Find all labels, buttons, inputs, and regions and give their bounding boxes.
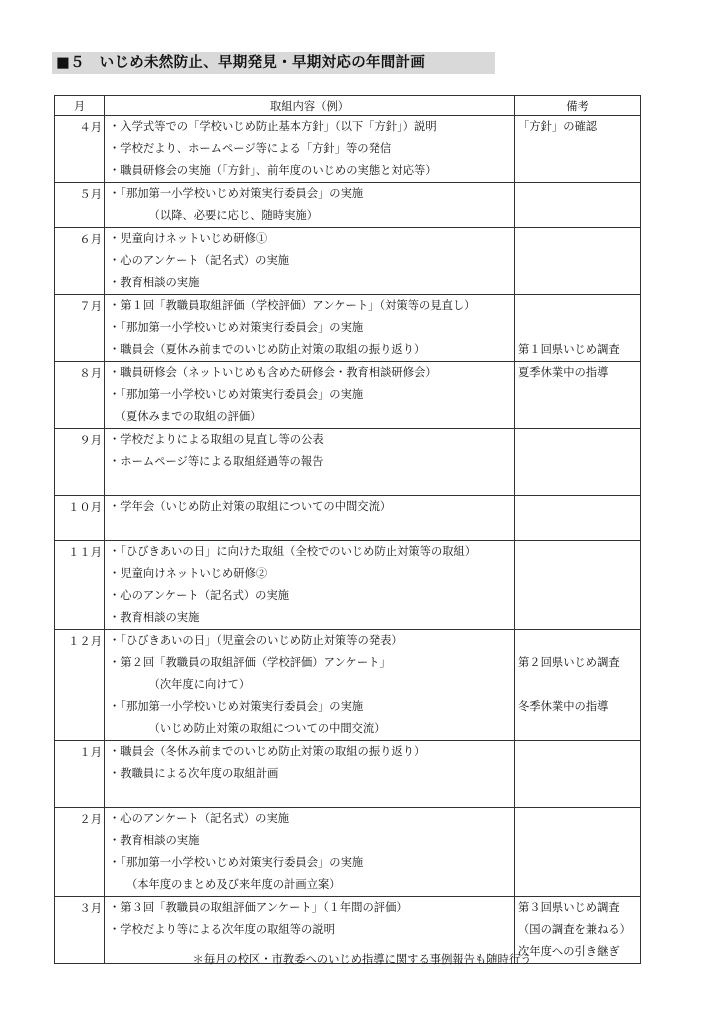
- note-item: （国の調査を兼ねる）: [518, 923, 631, 936]
- table-row: [55, 116, 641, 183]
- activity-item: ・心のアンケート（記名式）の実施: [109, 589, 290, 602]
- month-cell: ５月: [55, 183, 105, 228]
- table-row: [55, 429, 641, 496]
- activity-item: ・第１回「教職員取組評価（学校評価）アンケート」（対策等の見直し）: [109, 299, 476, 312]
- table-row: [55, 741, 641, 808]
- activity-item: ・入学式等での「学校いじめ防止基本方針」（以下「方針」）説明: [109, 120, 437, 133]
- table-row: [55, 295, 641, 362]
- table-row: [55, 228, 641, 295]
- activity-item: ・学校だより等による次年度の取組等の説明: [109, 923, 335, 936]
- month-cell: ７月: [55, 295, 105, 362]
- month-cell: ６月: [55, 228, 105, 295]
- activity-item: （以降、必要に応じ、随時実施）: [109, 209, 318, 222]
- activity-item: ・「那加第一小学校いじめ対策実行委員会」の実施: [109, 388, 364, 401]
- activity-item: （夏休みまでの取組の評価）: [109, 410, 262, 423]
- note-item: 第１回県いじめ調査: [518, 343, 620, 356]
- activities-cell: [105, 429, 515, 496]
- month-cell: ８月: [55, 362, 105, 429]
- activities-cell: [105, 496, 515, 541]
- activity-item: （次年度に向けて）: [109, 678, 251, 691]
- notes-cell: [515, 362, 641, 429]
- section-heading: ■５ いじめ未然防止、早期発見・早期対応の年間計画: [52, 52, 495, 74]
- activity-item: ・教育相談の実施: [109, 834, 200, 847]
- note-item: [515, 630, 640, 652]
- note-item: 冬季休業中の指導: [518, 700, 609, 713]
- activity-item: ・学年会（いじめ防止対策の取組についての中間交流）: [109, 500, 392, 513]
- activity-item: ・「那加第一小学校いじめ対策実行委員会」の実施: [109, 700, 364, 713]
- header-notes: 備考: [515, 96, 641, 116]
- annual-plan-table: [54, 95, 641, 964]
- footnote: ＊毎月の校区・市教委へのいじめ指導に関する事例報告も随時行う: [192, 953, 532, 966]
- table-row: [55, 496, 641, 541]
- row-spacer: [105, 473, 514, 495]
- note-item: 第３回県いじめ調査: [518, 901, 620, 914]
- activity-item: ・教職員による次年度の取組計画: [109, 767, 279, 780]
- activities-cell: [105, 741, 515, 808]
- activity-item: ・教育相談の実施: [109, 611, 200, 624]
- table-row: [55, 541, 641, 630]
- activities-cell: [105, 808, 515, 897]
- notes-cell: [515, 808, 641, 897]
- note-item: [515, 295, 640, 317]
- table-row: [55, 808, 641, 897]
- note-item: [515, 317, 640, 339]
- activities-cell: [105, 228, 515, 295]
- note-item: 「方針」の確認: [518, 120, 598, 133]
- activity-item: ・職員研修会の実施（「方針」、前年度のいじめの実態と対応等）: [109, 164, 437, 177]
- month-cell: ２月: [55, 808, 105, 897]
- activity-item: ・児童向けネットいじめ研修②: [109, 567, 268, 580]
- table-body: [55, 116, 641, 964]
- month-cell: １０月: [55, 496, 105, 541]
- note-item: 第２回県いじめ調査: [518, 656, 620, 669]
- notes-cell: [515, 116, 641, 183]
- notes-cell: [515, 295, 641, 362]
- notes-cell: [515, 741, 641, 808]
- activities-cell: [105, 362, 515, 429]
- activity-item: （本年度のまとめ及び来年度の計画立案）: [109, 878, 341, 891]
- activities-cell: [105, 630, 515, 741]
- notes-cell: [515, 183, 641, 228]
- month-cell: １２月: [55, 630, 105, 741]
- table-row: [55, 183, 641, 228]
- activity-item: ・第２回「教職員の取組評価（学校評価）アンケート」: [109, 656, 391, 669]
- activity-item: ・職員会（冬休み前までのいじめ防止対策の取組の振り返り）: [109, 745, 426, 758]
- activity-item: ・学校だより、ホームページ等による「方針」等の発信: [109, 142, 392, 155]
- notes-cell: [515, 630, 641, 741]
- month-cell: ９月: [55, 429, 105, 496]
- activities-cell: [105, 116, 515, 183]
- notes-cell: [515, 496, 641, 541]
- activity-item: ・ホームページ等による取組経過等の報告: [109, 455, 324, 468]
- activity-item: ・職員会（夏休み前までのいじめ防止対策の取組の振り返り）: [109, 343, 426, 356]
- note-item: 次年度への引き継ぎ: [518, 945, 620, 958]
- header-month: 月: [55, 96, 105, 116]
- activities-cell: [105, 541, 515, 630]
- activity-item: ・「那加第一小学校いじめ対策実行委員会」の実施: [109, 856, 364, 869]
- month-cell: １月: [55, 741, 105, 808]
- note-item: [515, 674, 640, 696]
- activity-item: （いじめ防止対策の取組についての中間交流）: [109, 722, 386, 735]
- row-spacer: [105, 785, 514, 807]
- activity-item: ・教育相談の実施: [109, 276, 200, 289]
- activity-item: ・心のアンケート（記名式）の実施: [109, 254, 290, 267]
- note-item: 夏季休業中の指導: [518, 366, 609, 379]
- notes-cell: [515, 541, 641, 630]
- activity-item: ・「那加第一小学校いじめ対策実行委員会」の実施: [109, 321, 364, 334]
- activities-cell: [105, 295, 515, 362]
- activity-item: ・心のアンケート（記名式）の実施: [109, 812, 290, 825]
- table-row: [55, 362, 641, 429]
- month-cell: １１月: [55, 541, 105, 630]
- activity-item: ・職員研修会（ネットいじめも含めた研修会・教育相談研修会）: [109, 366, 437, 379]
- activity-item: ・第３回「教職員の取組評価アンケート」（１年間の評価）: [109, 901, 408, 914]
- notes-cell: [515, 228, 641, 295]
- month-cell: ３月: [55, 897, 105, 964]
- header-activities: 取組内容（例）: [105, 96, 515, 116]
- month-cell: ４月: [55, 116, 105, 183]
- activity-item: ・「ひびきあいの日」（児童会のいじめ防止対策等の発表）: [109, 634, 403, 647]
- table-header-row: [55, 96, 641, 116]
- activity-item: ・「ひびきあいの日」に向けた取組（全校でのいじめ防止対策等の取組）: [109, 545, 477, 558]
- table-row: [55, 630, 641, 741]
- activity-item: ・児童向けネットいじめ研修①: [109, 232, 268, 245]
- notes-cell: [515, 429, 641, 496]
- activity-item: ・「那加第一小学校いじめ対策実行委員会」の実施: [109, 187, 364, 200]
- activities-cell: [105, 183, 515, 228]
- row-spacer: [105, 518, 514, 540]
- activity-item: ・学校だよりによる取組の見直し等の公表: [109, 433, 324, 446]
